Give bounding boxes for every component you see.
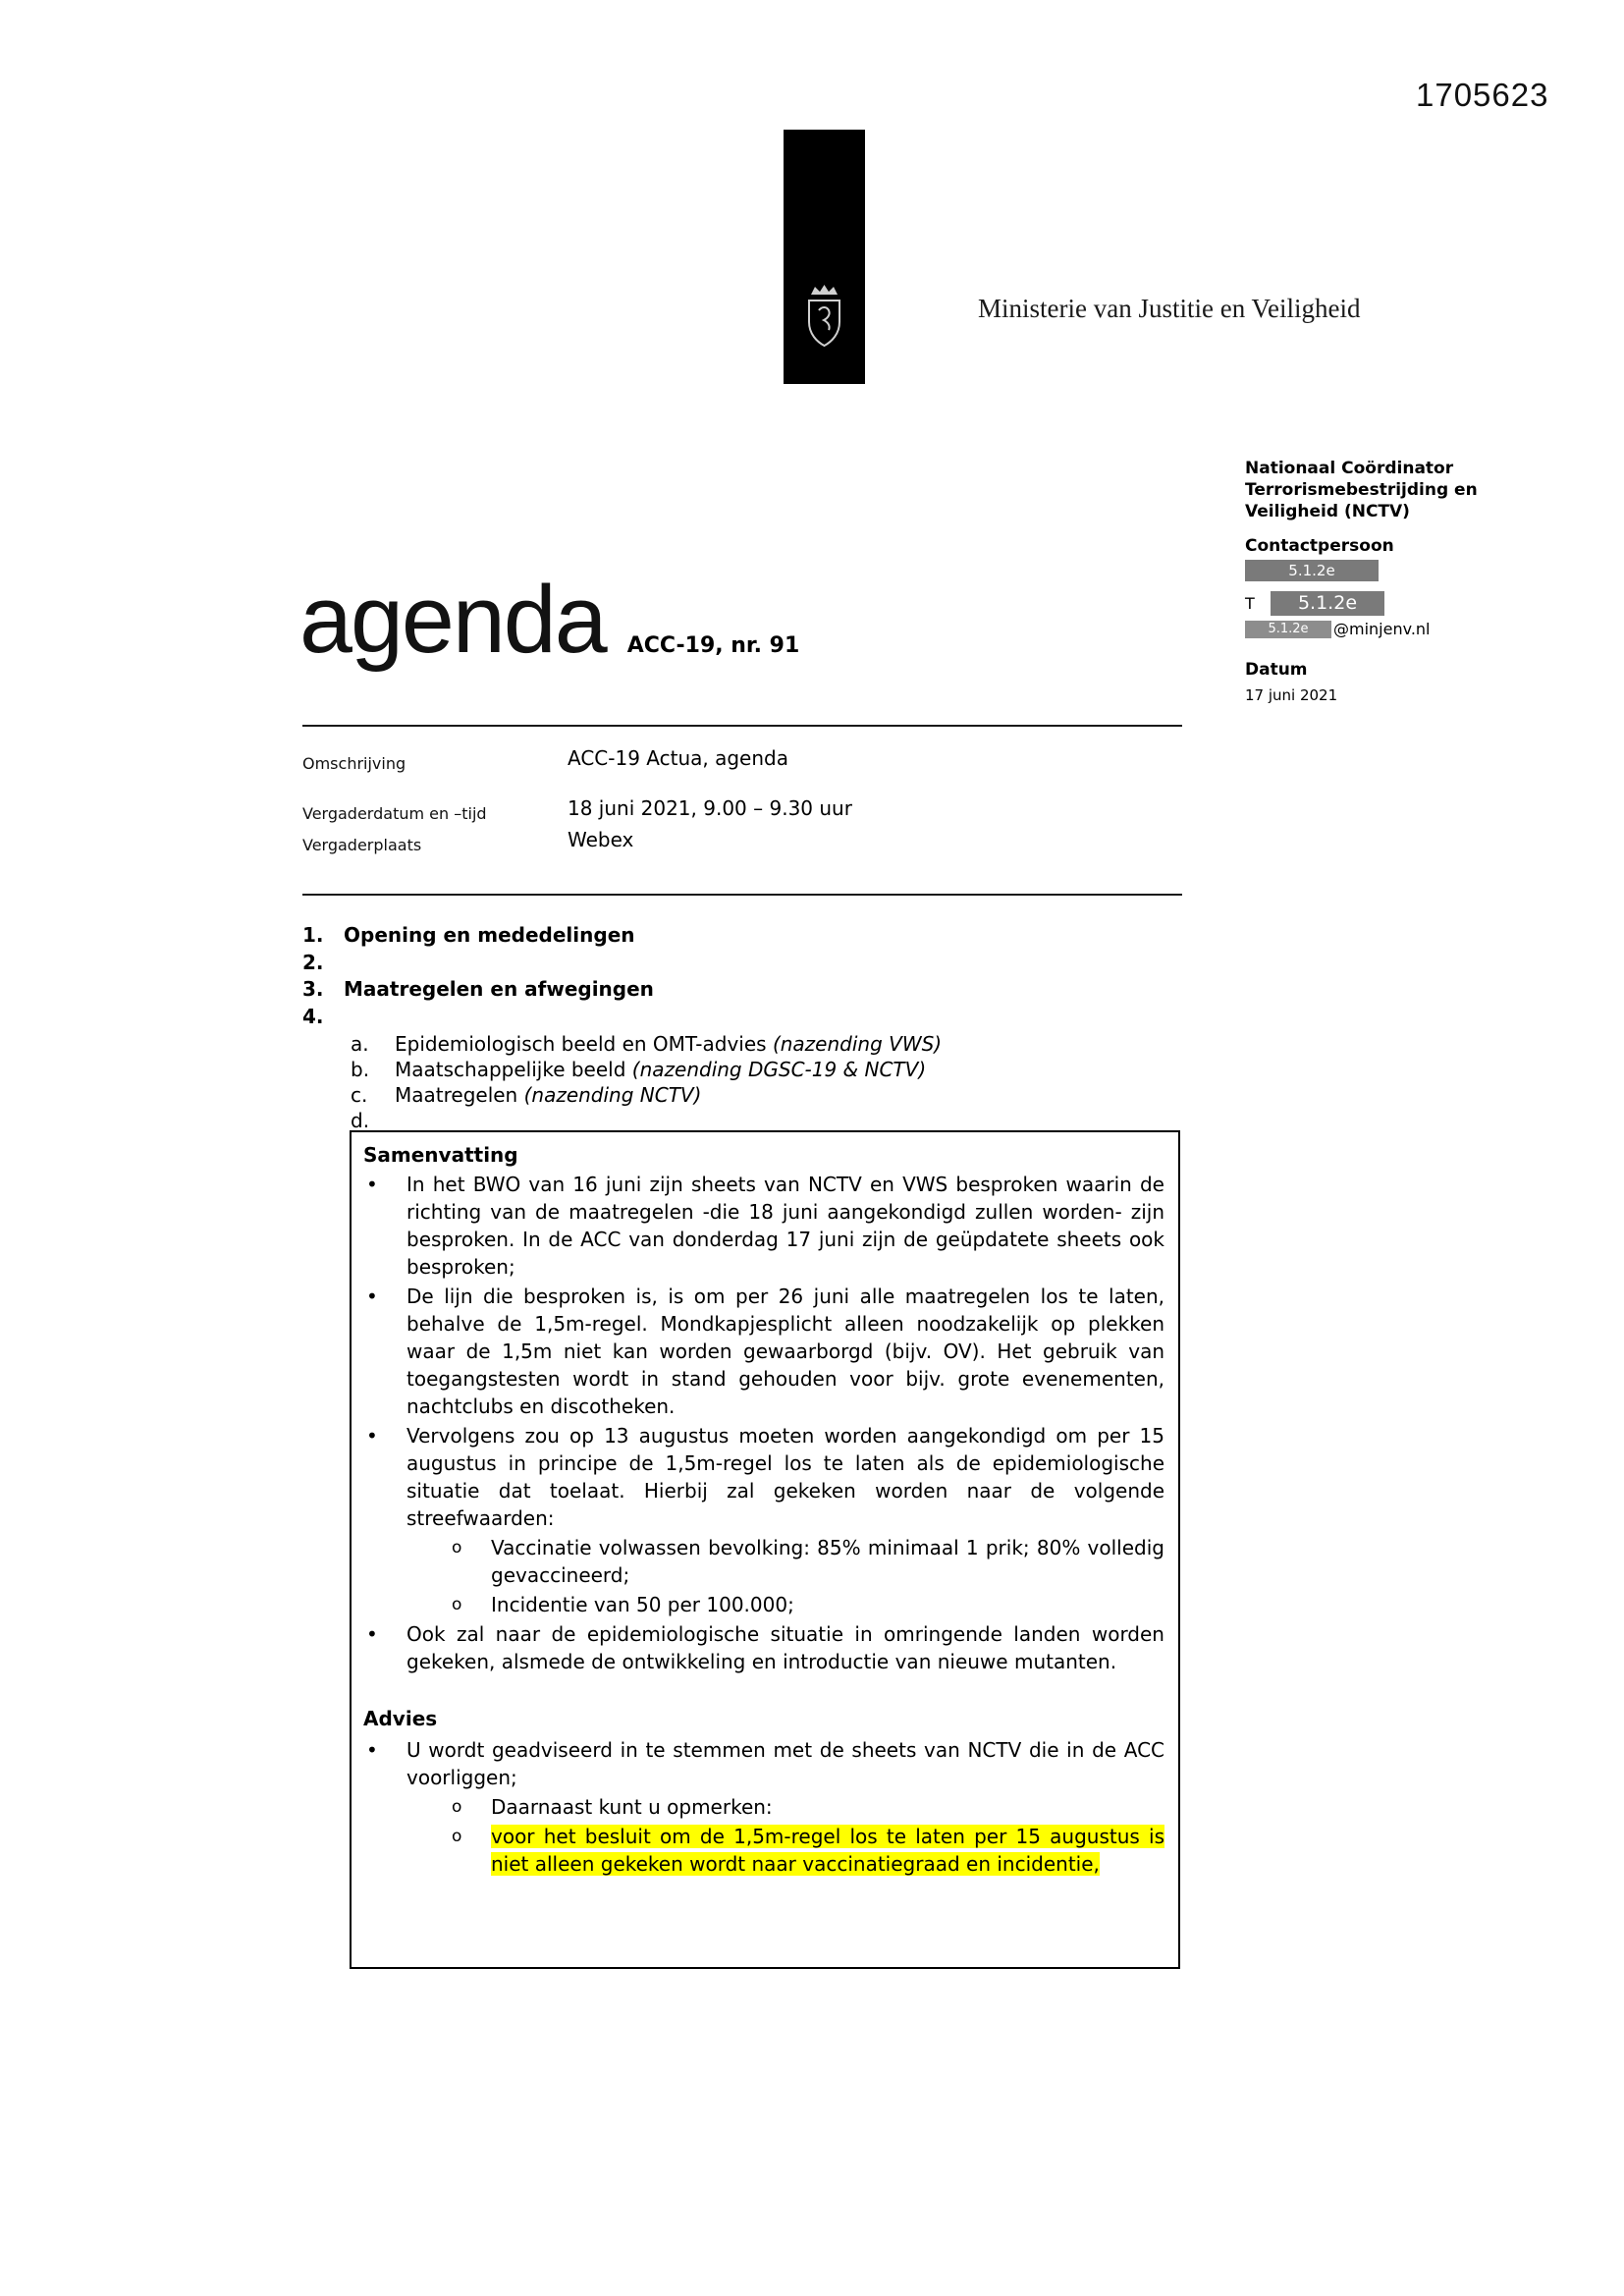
detail-label: Omschrijving bbox=[302, 754, 406, 773]
detail-row bbox=[302, 828, 1186, 854]
sub-bullet-item bbox=[450, 1823, 1164, 1878]
redacted-phone: 5.1.2e bbox=[1271, 591, 1384, 616]
detail-label: Vergaderplaats bbox=[302, 836, 422, 854]
detail-value: ACC-19 Actua, agenda bbox=[568, 746, 788, 770]
agenda-sub-item bbox=[351, 1031, 1186, 1057]
summary-heading: Samenvatting bbox=[363, 1143, 518, 1167]
agenda-sub-letter: c. bbox=[351, 1083, 368, 1107]
contact-person-label: Contactpersoon bbox=[1245, 536, 1394, 556]
agenda-sub-item bbox=[351, 1082, 1186, 1108]
org-name-line: Veiligheid (NCTV) bbox=[1245, 502, 1410, 521]
contact-block bbox=[1245, 458, 1569, 704]
ministry-logo bbox=[784, 130, 865, 384]
title-block bbox=[299, 566, 800, 673]
meeting-details bbox=[302, 746, 1186, 854]
email-row bbox=[1245, 620, 1569, 638]
date-label: Datum bbox=[1245, 660, 1308, 680]
agenda-item-number: 4. bbox=[302, 1004, 324, 1028]
sub-bullet-text: Incidentie van 50 per 100.000; bbox=[491, 1593, 794, 1616]
phone-row bbox=[1245, 591, 1569, 616]
sub-bullet-marker: o bbox=[452, 1538, 462, 1558]
agenda-sub-text: Epidemiologisch beeld en OMT-advies (nazending VWS) bbox=[395, 1032, 943, 1056]
org-name-line: Nationaal Coördinator bbox=[1245, 459, 1454, 478]
sub-bullet-text: Vaccinatie volwassen bevolking: 85% minimaal 1 prik; 80% volledig gevaccineerd; bbox=[491, 1536, 1164, 1587]
agenda-sub-note: (nazending DGSC-19 & NCTV) bbox=[631, 1058, 927, 1081]
page-subtitle: ACC-19, nr. 91 bbox=[626, 633, 800, 658]
agenda-item bbox=[302, 976, 1186, 1004]
bullet-marker: • bbox=[366, 1173, 378, 1196]
coat-of-arms-icon bbox=[797, 279, 851, 357]
org-name-line: Terrorismebestrijding en bbox=[1245, 480, 1478, 500]
bullet-item bbox=[363, 1620, 1164, 1675]
sub-bullet-marker: o bbox=[452, 1595, 462, 1614]
detail-row bbox=[302, 746, 1186, 773]
agenda-sub-letter: b. bbox=[351, 1058, 370, 1081]
agenda-item-label: Opening en mededelingen bbox=[344, 923, 635, 947]
agenda-sub-note: (nazending NCTV) bbox=[523, 1083, 702, 1107]
bullet-item bbox=[363, 1736, 1164, 1791]
summary-box bbox=[350, 1130, 1180, 1969]
agenda-item bbox=[302, 922, 1186, 950]
detail-row bbox=[302, 796, 1186, 823]
ministry-name: Ministerie van Justitie en Veiligheid bbox=[978, 294, 1361, 323]
agenda-sub-note: (nazending VWS) bbox=[772, 1032, 943, 1056]
agenda-item-number: 3. bbox=[302, 977, 324, 1001]
highlight-text: voor het besluit om de 1,5m-regel los te laten per 15 augustus is niet alleen gekeken wordt naar vaccinatiegraad en incidentie, bbox=[491, 1825, 1164, 1876]
sub-bullet-highlighted bbox=[491, 1823, 1164, 1878]
phone-label: T bbox=[1245, 594, 1255, 613]
agenda-item-label: Maatregelen en afwegingen bbox=[344, 977, 654, 1001]
redacted-email-user: 5.1.2e bbox=[1245, 621, 1331, 638]
bullet-text: De lijn die besproken is, is om per 26 juni alle maatregelen los te laten, behalve de 1,5m-regel. Mondkapjesplicht alleen noodzakelijk op plekken waar de 1,5m niet kan worden gewaarborgd (bijv. OV). Het gebruik van toegangstesten wordt in stand gehouden voor bijv. grote evenementen, nachtclubs en discotheken. bbox=[406, 1285, 1164, 1418]
sub-bullet-item bbox=[450, 1591, 1164, 1618]
agenda-item-number: 2. bbox=[302, 950, 324, 974]
agenda-sub-text: Maatregelen (nazending NCTV) bbox=[395, 1083, 702, 1107]
bullet-marker: • bbox=[366, 1738, 378, 1762]
agenda-list bbox=[302, 922, 1186, 1133]
bullet-item bbox=[363, 1283, 1164, 1420]
bullet-marker: • bbox=[366, 1285, 378, 1308]
bullet-item bbox=[363, 1171, 1164, 1281]
detail-value: 18 juni 2021, 9.00 – 9.30 uur bbox=[568, 796, 852, 820]
detail-value: Webex bbox=[568, 828, 634, 851]
sub-bullet-item bbox=[450, 1534, 1164, 1589]
detail-label: Vergaderdatum en –tijd bbox=[302, 804, 487, 823]
advies-heading: Advies bbox=[363, 1707, 438, 1730]
sub-bullet-text: Daarnaast kunt u opmerken: bbox=[491, 1795, 773, 1819]
agenda-item-number: 1. bbox=[302, 923, 324, 947]
bullet-text: U wordt geadviseerd in te stemmen met de sheets van NCTV die in de ACC voorliggen; bbox=[406, 1738, 1164, 1789]
bullet-marker: • bbox=[366, 1424, 378, 1448]
sub-bullet-marker: o bbox=[452, 1797, 462, 1817]
bullet-text: In het BWO van 16 juni zijn sheets van NCTV en VWS besproken waarin de richting van de maatregelen -die 18 juni aangekondigd zullen worden- zijn besproken. In de ACC van donderdag 17 juni zijn de geüpdatete sheets ook besproken; bbox=[406, 1173, 1164, 1279]
agenda-sub-text: Maatschappelijke beeld (nazending DGSC-19 & NCTV) bbox=[395, 1058, 927, 1081]
bullet-text: Ook zal naar de epidemiologische situatie in omringende landen worden gekeken, alsmede de ontwikkeling en introductie van nieuwe mutanten. bbox=[406, 1622, 1164, 1673]
bullet-item bbox=[363, 1422, 1164, 1532]
divider-top bbox=[302, 725, 1182, 727]
doc-number: 1705623 bbox=[1416, 77, 1549, 113]
bullet-marker: • bbox=[366, 1622, 378, 1646]
bullet-text: Vervolgens zou op 13 augustus moeten worden aangekondigd om per 15 augustus in principe de 1,5m-regel los te laten als de epidemiologische situatie dat toelaat. Hierbij zal gekeken worden naar de volgende streefwaarden: bbox=[406, 1424, 1164, 1530]
page-title: agenda bbox=[299, 566, 606, 673]
agenda-sub-letter: d. bbox=[351, 1109, 370, 1132]
agenda-item bbox=[302, 1004, 1186, 1031]
agenda-sub-letter: a. bbox=[351, 1032, 369, 1056]
agenda-sub-item bbox=[351, 1057, 1186, 1082]
redacted-contact-name: 5.1.2e bbox=[1245, 560, 1379, 581]
email-domain: @minjenv.nl bbox=[1333, 620, 1431, 638]
divider-bottom bbox=[302, 894, 1182, 896]
date-value: 17 juni 2021 bbox=[1245, 686, 1338, 704]
agenda-sub-list bbox=[351, 1031, 1186, 1133]
agenda-item bbox=[302, 950, 1186, 977]
sub-bullet-item bbox=[450, 1793, 1164, 1821]
sub-bullet-marker: o bbox=[452, 1827, 462, 1846]
